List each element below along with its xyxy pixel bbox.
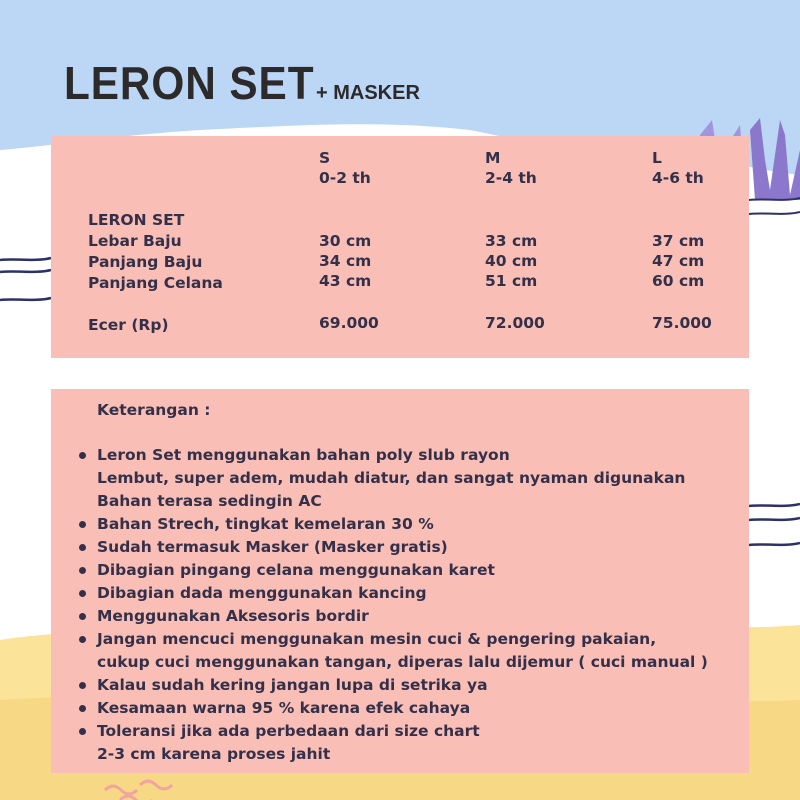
col-age-l: 4-6 th [652, 169, 704, 187]
table-cell: 33 cm [485, 232, 538, 250]
list-item-text: Kesamaan warna 95 % karena efek cahaya [97, 699, 471, 717]
table-cell: 60 cm [652, 272, 705, 290]
col-age-s: 0-2 th [319, 169, 371, 187]
list-item-text: Bahan Strech, tingkat kemelaran 30 % [97, 515, 434, 533]
col-size-m: M [485, 149, 501, 167]
list-item [79, 628, 729, 674]
list-item-text: Dibagian dada menggunakan kancing [97, 584, 427, 602]
bullet-icon [79, 682, 86, 689]
bullet-icon [79, 521, 86, 528]
bullet-icon [79, 567, 86, 574]
page-title [64, 56, 420, 110]
price-l: 75.000 [652, 314, 712, 332]
title-main: LERON SET [64, 57, 315, 109]
notes-panel [51, 389, 749, 773]
list-item [79, 582, 729, 605]
table-cell: 43 cm [319, 272, 372, 290]
table-cell: 51 cm [485, 272, 538, 290]
row-label: Panjang Baju [88, 253, 203, 271]
list-item-text: 2-3 cm karena proses jahit [97, 745, 331, 763]
table-cell: 40 cm [485, 252, 538, 270]
list-item [79, 513, 729, 536]
bullet-icon [79, 544, 86, 551]
bullet-icon [79, 613, 86, 620]
list-item-text: Lembut, super adem, mudah diatur, dan sangat nyaman digunakan [97, 469, 686, 487]
list-item [79, 536, 729, 559]
bullet-icon [79, 705, 86, 712]
list-item-text: Kalau sudah kering jangan lupa di setrika ya [97, 676, 488, 694]
list-item-text: Toleransi jika ada perbedaan dari size chart [97, 722, 480, 740]
table-cell: 47 cm [652, 252, 705, 270]
list-item-text: Jangan mencuci menggunakan mesin cuci & pengering pakaian, [97, 630, 657, 648]
list-item-text: Dibagian pingang celana menggunakan karet [97, 561, 495, 579]
size-chart-panel [51, 136, 749, 358]
notes-list [79, 444, 729, 766]
col-size-s: S [319, 149, 331, 167]
list-item-text: Leron Set menggunakan bahan poly slub rayon [97, 446, 510, 464]
bullet-icon [79, 728, 86, 735]
section-label: LERON SET [88, 211, 185, 229]
row-label: Panjang Celana [88, 274, 223, 292]
price-s: 69.000 [319, 314, 379, 332]
bullet-icon [79, 452, 86, 459]
notes-title: Keterangan : [97, 401, 211, 419]
list-item-text: Menggunakan Aksesoris bordir [97, 607, 369, 625]
list-item-text: cukup cuci menggunakan tangan, diperas lalu dijemur ( cuci manual ) [97, 653, 708, 671]
price-m: 72.000 [485, 314, 545, 332]
col-size-l: L [652, 149, 662, 167]
bullet-icon [79, 636, 86, 643]
list-item [79, 697, 729, 720]
list-item [79, 720, 729, 766]
table-cell: 30 cm [319, 232, 372, 250]
col-age-m: 2-4 th [485, 169, 537, 187]
list-item [79, 559, 729, 582]
table-cell: 34 cm [319, 252, 372, 270]
list-item [79, 444, 729, 513]
list-item [79, 674, 729, 697]
list-item-text: Sudah termasuk Masker (Masker gratis) [97, 538, 448, 556]
price-label: Ecer (Rp) [88, 316, 169, 334]
bullet-icon [79, 590, 86, 597]
list-item [79, 605, 729, 628]
list-item-text: Bahan terasa sedingin AC [97, 492, 322, 510]
row-label: Lebar Baju [88, 232, 182, 250]
title-sub: + MASKER [316, 82, 420, 104]
table-cell: 37 cm [652, 232, 705, 250]
